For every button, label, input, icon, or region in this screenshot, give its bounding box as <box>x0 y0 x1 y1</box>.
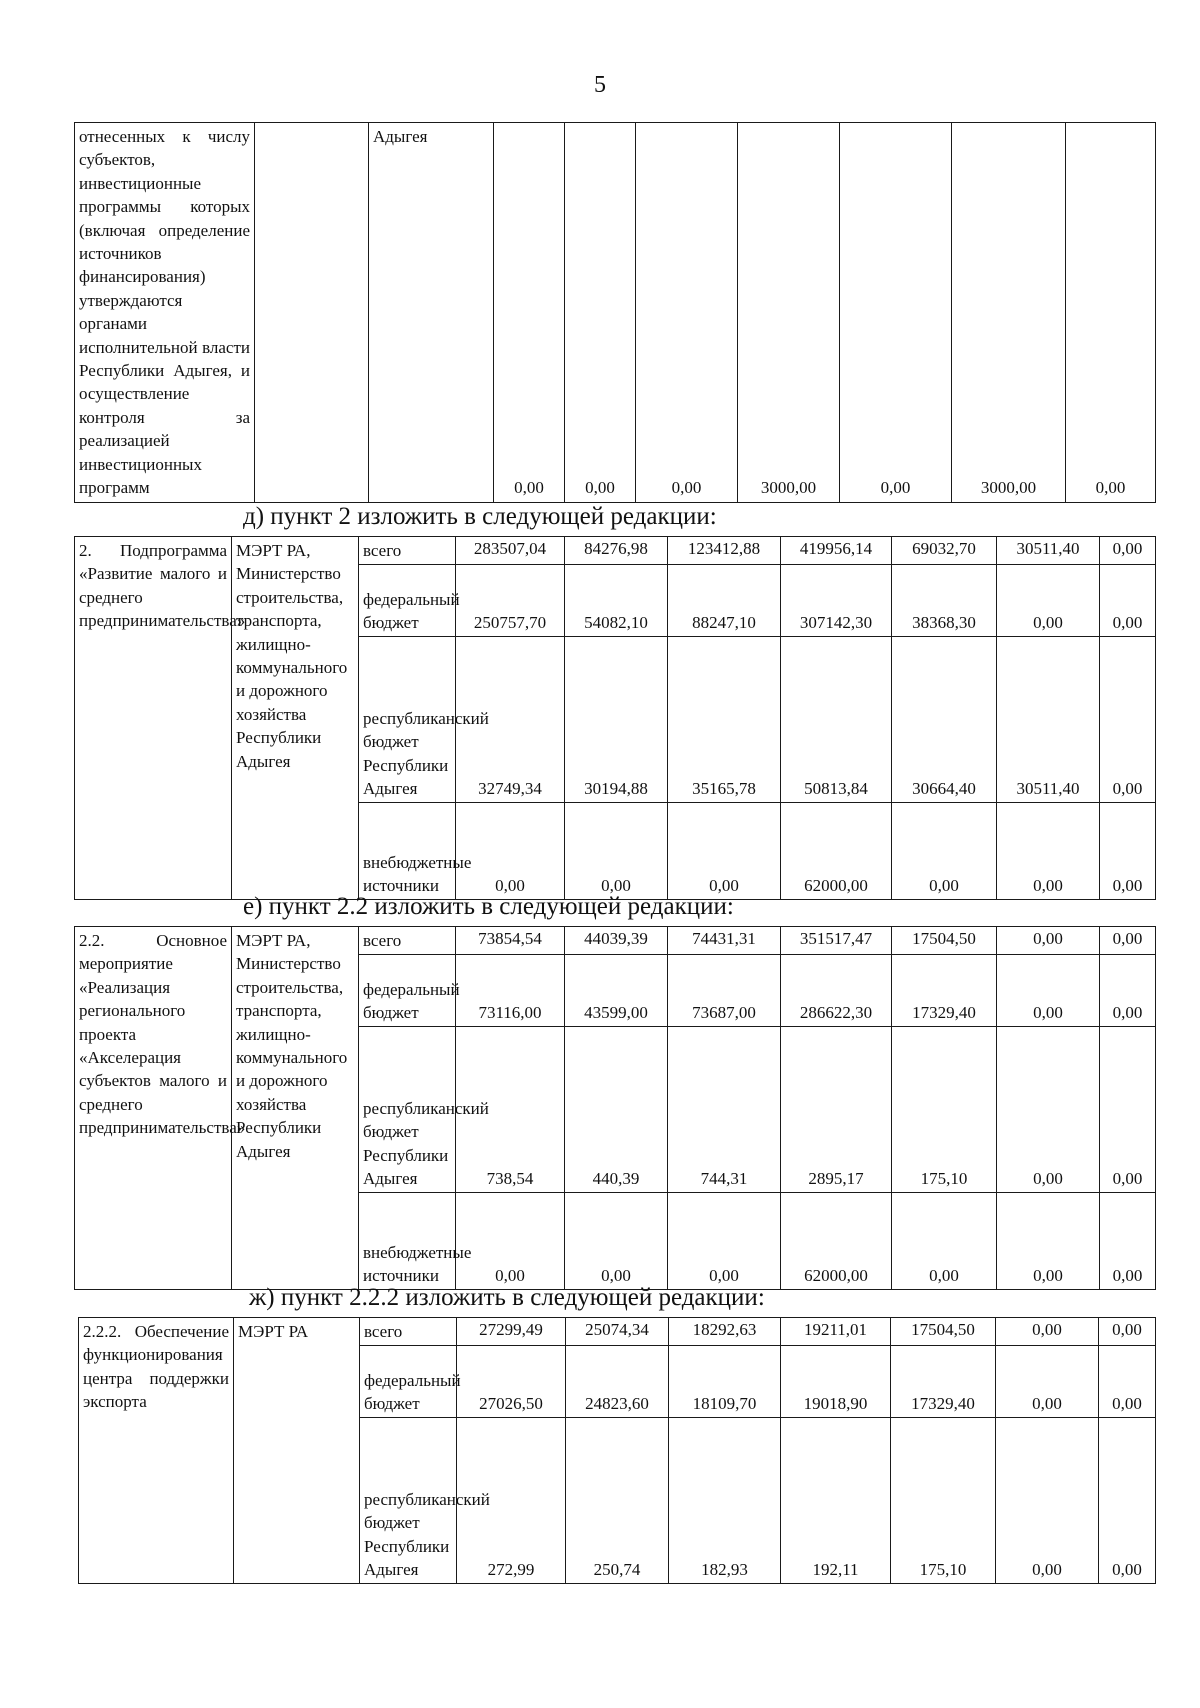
value-cell: 73854,54 <box>456 927 565 955</box>
value-cell: 0,00 <box>565 123 636 503</box>
section-2-2-table <box>74 926 1156 1290</box>
value-cell: 0,00 <box>1066 123 1156 503</box>
value-cell: 19018,90 <box>781 1346 891 1418</box>
value-cell: 0,00 <box>892 1193 997 1290</box>
value-cell: 0,00 <box>997 955 1100 1027</box>
executor-cell: МЭРТ РА <box>234 1318 360 1584</box>
value-cell: 74431,31 <box>668 927 781 955</box>
top-continuation-table <box>74 122 1156 503</box>
value-cell: 0,00 <box>1100 955 1156 1027</box>
value-cell: 307142,30 <box>781 565 892 637</box>
section-2-table <box>74 536 1156 900</box>
value-cell: 38368,30 <box>892 565 997 637</box>
value-cell: 0,00 <box>456 803 565 900</box>
value-cell: 175,10 <box>891 1418 996 1584</box>
value-cell: 0,00 <box>1100 927 1156 955</box>
value-cell: 440,39 <box>565 1027 668 1193</box>
value-cell: 27026,50 <box>457 1346 566 1418</box>
source-cell: внебюджетные источники <box>359 1193 456 1290</box>
section-heading-e: е) пункт 2.2 изложить в следующей редакции: <box>243 893 734 920</box>
source-cell: Адыгея <box>369 123 494 503</box>
activity-name: 2.2. Основное мероприятие «Реализация регионального проекта «Акселерация субъектов малого и среднего предпринимательства» <box>75 927 232 1290</box>
value-cell: 32749,34 <box>456 637 565 803</box>
value-cell: 0,00 <box>997 1027 1100 1193</box>
value-cell: 0,00 <box>1099 1418 1156 1584</box>
value-cell: 0,00 <box>997 803 1100 900</box>
source-cell: всего <box>360 1318 457 1346</box>
value-cell: 0,00 <box>996 1318 1099 1346</box>
source-cell: внебюджетные источники <box>359 803 456 900</box>
value-cell: 84276,98 <box>565 537 668 565</box>
value-cell: 17329,40 <box>891 1346 996 1418</box>
value-cell: 24823,60 <box>566 1346 669 1418</box>
section-2-2-2-table <box>78 1317 1156 1584</box>
value-cell: 0,00 <box>494 123 565 503</box>
table-row <box>75 537 1156 565</box>
value-cell: 3000,00 <box>952 123 1066 503</box>
value-cell: 18292,63 <box>669 1318 781 1346</box>
value-cell: 0,00 <box>1099 1346 1156 1418</box>
value-cell: 3000,00 <box>738 123 840 503</box>
value-cell: 25074,34 <box>566 1318 669 1346</box>
value-cell: 250,74 <box>566 1418 669 1584</box>
table-row <box>79 1318 1156 1346</box>
source-cell: федеральный бюджет <box>359 565 456 637</box>
value-cell: 0,00 <box>840 123 952 503</box>
table-row <box>75 123 1156 503</box>
executor-cell <box>255 123 369 503</box>
table-row <box>75 927 1156 955</box>
value-cell: 0,00 <box>456 1193 565 1290</box>
value-cell: 0,00 <box>1100 1027 1156 1193</box>
value-cell: 0,00 <box>668 1193 781 1290</box>
section-heading-d: д) пункт 2 изложить в следующей редакции: <box>243 503 717 530</box>
value-cell: 744,31 <box>668 1027 781 1193</box>
value-cell: 0,00 <box>1100 803 1156 900</box>
source-cell: республиканский бюджет Республики Адыгея <box>359 1027 456 1193</box>
value-cell: 182,93 <box>669 1418 781 1584</box>
source-cell: республиканский бюджет Республики Адыгея <box>360 1418 457 1584</box>
value-cell: 54082,10 <box>565 565 668 637</box>
value-cell: 73687,00 <box>668 955 781 1027</box>
value-cell: 62000,00 <box>781 803 892 900</box>
value-cell: 30511,40 <box>997 537 1100 565</box>
value-cell: 73116,00 <box>456 955 565 1027</box>
value-cell: 175,10 <box>892 1027 997 1193</box>
value-cell: 35165,78 <box>668 637 781 803</box>
value-cell: 2895,17 <box>781 1027 892 1193</box>
page-number: 5 <box>594 72 606 98</box>
value-cell: 286622,30 <box>781 955 892 1027</box>
value-cell: 19211,01 <box>781 1318 891 1346</box>
activity-name: 2.2.2. Обеспечение функционирования центра поддержки экспорта <box>79 1318 234 1584</box>
value-cell: 17329,40 <box>892 955 997 1027</box>
value-cell: 62000,00 <box>781 1193 892 1290</box>
source-cell: федеральный бюджет <box>359 955 456 1027</box>
value-cell: 0,00 <box>1099 1318 1156 1346</box>
value-cell: 0,00 <box>997 927 1100 955</box>
value-cell: 43599,00 <box>565 955 668 1027</box>
value-cell: 0,00 <box>997 565 1100 637</box>
value-cell: 0,00 <box>668 803 781 900</box>
value-cell: 0,00 <box>636 123 738 503</box>
value-cell: 44039,39 <box>565 927 668 955</box>
value-cell: 30511,40 <box>997 637 1100 803</box>
value-cell: 283507,04 <box>456 537 565 565</box>
value-cell: 0,00 <box>997 1193 1100 1290</box>
value-cell: 0,00 <box>1100 1193 1156 1290</box>
value-cell: 88247,10 <box>668 565 781 637</box>
value-cell: 123412,88 <box>668 537 781 565</box>
source-cell: всего <box>359 927 456 955</box>
value-cell: 0,00 <box>892 803 997 900</box>
value-cell: 272,99 <box>457 1418 566 1584</box>
source-cell: федеральный бюджет <box>360 1346 457 1418</box>
value-cell: 0,00 <box>1100 637 1156 803</box>
value-cell: 419956,14 <box>781 537 892 565</box>
section-heading-zh: ж) пункт 2.2.2 изложить в следующей редакции: <box>249 1284 765 1311</box>
activity-name: 2. Подпрограмма «Развитие малого и среднего предпринимательства» <box>75 537 232 900</box>
value-cell: 17504,50 <box>891 1318 996 1346</box>
value-cell: 192,11 <box>781 1418 891 1584</box>
value-cell: 18109,70 <box>669 1346 781 1418</box>
value-cell: 50813,84 <box>781 637 892 803</box>
activity-name: отнесенных к числу субъектов, инвестиционные программы которых (включая определение источников финансирования) утверждаются органами исполнительной власти Республики Адыгея, и осуществление контроля за реализацией инвестиционных программ <box>75 123 255 503</box>
source-cell: республиканский бюджет Республики Адыгея <box>359 637 456 803</box>
executor-cell: МЭРТ РА, Министерство строительства, транспорта, жилищно-коммунального и дорожного хозяйства Республики Адыгея <box>232 537 359 900</box>
value-cell: 351517,47 <box>781 927 892 955</box>
value-cell: 0,00 <box>1100 565 1156 637</box>
value-cell: 0,00 <box>565 803 668 900</box>
value-cell: 250757,70 <box>456 565 565 637</box>
value-cell: 30664,40 <box>892 637 997 803</box>
source-cell: всего <box>359 537 456 565</box>
value-cell: 0,00 <box>565 1193 668 1290</box>
value-cell: 738,54 <box>456 1027 565 1193</box>
value-cell: 0,00 <box>996 1418 1099 1584</box>
executor-cell: МЭРТ РА, Министерство строительства, транспорта, жилищно-коммунального и дорожного хозяйства Республики Адыгея <box>232 927 359 1290</box>
value-cell: 0,00 <box>1100 537 1156 565</box>
value-cell: 30194,88 <box>565 637 668 803</box>
value-cell: 69032,70 <box>892 537 997 565</box>
value-cell: 0,00 <box>996 1346 1099 1418</box>
value-cell: 27299,49 <box>457 1318 566 1346</box>
value-cell: 17504,50 <box>892 927 997 955</box>
